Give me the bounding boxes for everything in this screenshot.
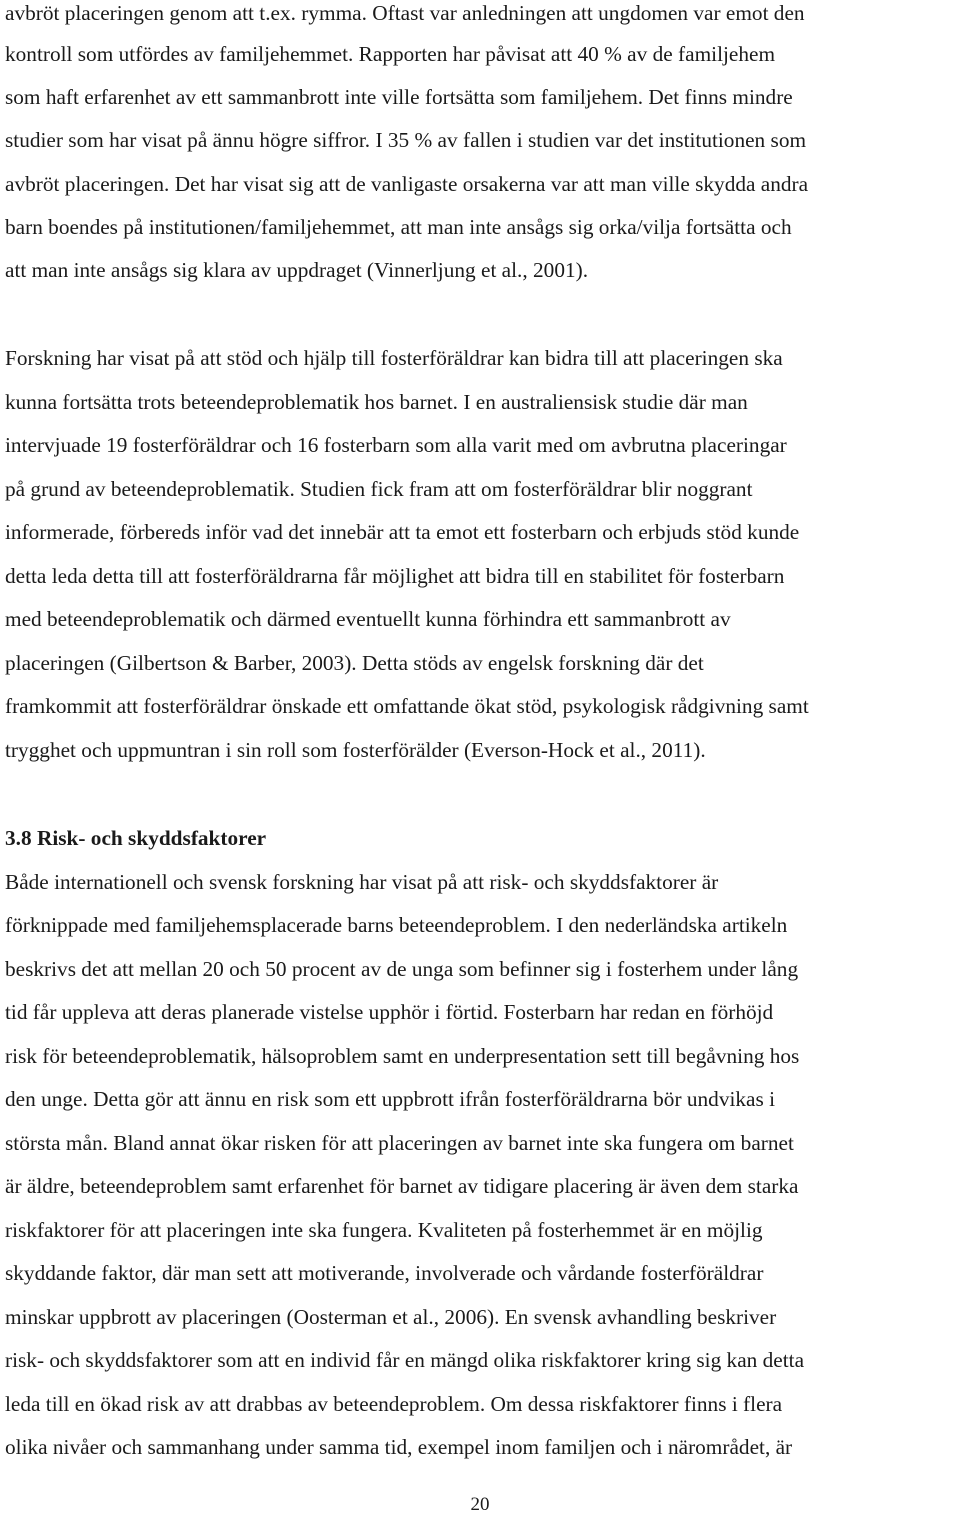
text-line: största mån. Bland annat ökar risken för att placeringen av barnet inte ska fungera om barnet	[5, 1131, 794, 1155]
text-line: riskfaktorer för att placeringen inte ska fungera. Kvaliteten på fosterhemmet är en möjlig	[5, 1218, 763, 1242]
text-line: detta leda detta till att fosterföräldrarna får möjlighet att bidra till en stabilitet för fosterbarn	[5, 564, 785, 588]
text-line: olika nivåer och sammanhang under samma tid, exempel inom familjen och i närområdet, är	[5, 1435, 793, 1459]
text-line: att man inte ansågs sig klara av uppdraget (Vinnerljung et al., 2001).	[5, 258, 589, 282]
text-line: skyddande faktor, där man sett att motiverande, involverade och vårdande fosterföräldrar	[5, 1261, 764, 1285]
text-line: risk- och skyddsfaktorer som att en individ får en mängd olika riskfaktorer kring sig kan detta	[5, 1348, 805, 1372]
text-line: leda till en ökad risk av att drabbas av beteendeproblem. Om dessa riskfaktorer finns i flera	[5, 1392, 783, 1416]
text-line: som haft erfarenhet av ett sammanbrott inte ville fortsätta som familjehem. Det finns mindre	[5, 85, 793, 109]
section-heading: 3.8 Risk- och skyddsfaktorer	[5, 826, 267, 850]
text-line: med beteendeproblematik och därmed eventuellt kunna förhindra ett sammanbrott av	[5, 607, 731, 631]
text-line: avbröt placeringen. Det har visat sig att de vanligaste orsakerna var att man ville skydda andra	[5, 172, 809, 196]
text-line: informerade, förbereds inför vad det innebär att ta emot ett fosterbarn och erbjuds stöd kunde	[5, 520, 800, 544]
text-line: kunna fortsätta trots beteendeproblematik hos barnet. I en australiensisk studie där man	[5, 390, 748, 414]
text-line: risk för beteendeproblematik, hälsoproblem samt en underpresentation sett till begåvning hos	[5, 1044, 800, 1068]
text-line: framkommit att fosterföräldrar önskade ett omfattande ökat stöd, psykologisk rådgivning samt	[5, 694, 809, 718]
text-line: minskar uppbrott av placeringen (Oosterman et al., 2006). En svensk avhandling beskriver	[5, 1305, 777, 1329]
text-line: studier som har visat på ännu högre siffror. I 35 % av fallen i studien var det institutionen som	[5, 128, 807, 152]
text-line: intervjuade 19 fosterföräldrar och 16 fosterbarn som alla varit med om avbrutna placeringar	[5, 433, 787, 457]
text-line: barn boendes på institutionen/familjehemmet, att man inte ansågs sig orka/vilja fortsätta och	[5, 215, 792, 239]
text-line: förknippade med familjehemsplacerade barns beteendeproblem. I den nederländska artikeln	[5, 913, 788, 937]
text-line: den unge. Detta gör att ännu en risk som ett uppbrott ifrån fosterföräldrarna bör undvikas i	[5, 1087, 776, 1111]
page-number: 20	[470, 1494, 490, 1515]
text-line: Både internationell och svensk forskning har visat på att risk- och skyddsfaktorer är	[5, 870, 719, 894]
text-line: Forskning har visat på att stöd och hjälp till fosterföräldrar kan bidra till att placeringen ska	[5, 346, 783, 370]
text-line: placeringen (Gilbertson & Barber, 2003). Detta stöds av engelsk forskning där det	[5, 651, 704, 675]
text-line: på grund av beteendeproblematik. Studien fick fram att om fosterföräldrar blir noggrant	[5, 477, 753, 501]
text-line: trygghet och uppmuntran i sin roll som fosterförälder (Everson-Hock et al., 2011).	[5, 738, 706, 762]
text-line: kontroll som utfördes av familjehemmet. Rapporten har påvisat att 40 % av de familjehem	[5, 42, 776, 66]
text-line: är äldre, beteendeproblem samt erfarenhet för barnet av tidigare placering är även dem starka	[5, 1174, 799, 1198]
text-line: beskrivs det att mellan 20 och 50 procent av de unga som befinner sig i fosterhem under lång	[5, 957, 799, 981]
text-line: tid får uppleva att deras planerade vistelse upphör i förtid. Fosterbarn har redan en förhöjd	[5, 1000, 774, 1024]
text-line: avbröt placeringen genom att t.ex. rymma. Oftast var anledningen att ungdomen var emot den	[5, 1, 805, 25]
